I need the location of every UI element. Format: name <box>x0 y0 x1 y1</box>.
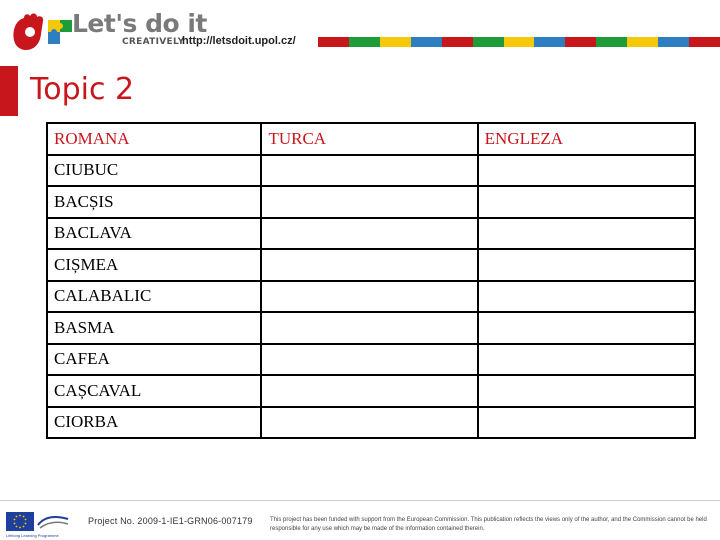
header-cell-engleza: ENGLEZA <box>478 123 695 155</box>
table-row <box>47 249 695 281</box>
table-row <box>47 375 695 407</box>
table-cell-romana: CAFEA <box>47 344 261 376</box>
table-row <box>47 344 695 376</box>
table-cell-engleza <box>478 407 695 439</box>
table-cell-romana: CIUBUC <box>47 155 261 187</box>
table-cell-romana: BACLAVA <box>47 218 261 250</box>
stripe-segment <box>411 37 442 47</box>
table-cell-engleza <box>478 249 695 281</box>
table-cell-turca <box>261 375 477 407</box>
table-header-row <box>47 123 695 155</box>
table-row <box>47 186 695 218</box>
site-url-link[interactable]: http://letsdoit.upol.cz/ <box>182 35 296 47</box>
table-cell-turca <box>261 312 477 344</box>
funding-disclaimer: This project has been funded with support from the European Commission. This publication reflects the views only of the author, and the Commission cannot be held responsible for any use which may be made of the information contained therein. <box>270 517 707 532</box>
table-cell-engleza <box>478 375 695 407</box>
project-number: Project No. 2009-1-IE1-GRN06-007179 <box>88 516 253 526</box>
table-cell-turca <box>261 407 477 439</box>
table-cell-romana: CALABALIC <box>47 281 261 313</box>
table-cell-romana: CIȘMEA <box>47 249 261 281</box>
table-row <box>47 155 695 187</box>
table-cell-turca <box>261 344 477 376</box>
table-cell-romana: CAȘCAVAL <box>47 375 261 407</box>
table-row <box>47 281 695 313</box>
stripe-segment <box>596 37 627 47</box>
stripe-segment <box>627 37 658 47</box>
lifelong-learning-logo-icon <box>36 513 70 531</box>
header-cell-romana: ROMANA <box>47 123 261 155</box>
title-accent-bar <box>0 66 18 116</box>
logo-text: Let's do it <box>72 9 207 38</box>
page-title: Topic 2 <box>30 72 135 107</box>
table-cell-engleza <box>478 218 695 250</box>
stripe-segment <box>658 37 689 47</box>
table-cell-turca <box>261 186 477 218</box>
stripe-segment <box>473 37 504 47</box>
table-row <box>47 407 695 439</box>
stripe-segment <box>442 37 473 47</box>
table-cell-engleza <box>478 155 695 187</box>
puzzle-icon <box>48 20 72 44</box>
stripe-segment <box>349 37 380 47</box>
hand-icon <box>13 13 43 50</box>
table-cell-romana: BASMA <box>47 312 261 344</box>
stripe-segment <box>318 37 349 47</box>
stripe-segment <box>565 37 596 47</box>
table-cell-engleza <box>478 344 695 376</box>
header-cell-turca: TURCA <box>261 123 477 155</box>
table-cell-romana: CIORBA <box>47 407 261 439</box>
table-row <box>47 218 695 250</box>
logo-subtext: CREATIVELY <box>122 37 185 47</box>
stripe-segment <box>380 37 411 47</box>
program-label: Lifelong Learning Programme <box>6 533 59 538</box>
vocabulary-table <box>46 122 696 439</box>
footer-divider <box>0 500 720 501</box>
table-cell-turca <box>261 281 477 313</box>
eu-flag-icon <box>6 512 34 531</box>
table-cell-turca <box>261 155 477 187</box>
table-row <box>47 312 695 344</box>
table-cell-engleza <box>478 312 695 344</box>
stripe-segment <box>689 37 720 47</box>
table-cell-engleza <box>478 186 695 218</box>
table-cell-turca <box>261 218 477 250</box>
stripe-segment <box>534 37 565 47</box>
table-cell-turca <box>261 249 477 281</box>
color-stripe <box>318 37 720 47</box>
table-cell-romana: BACȘIS <box>47 186 261 218</box>
table-cell-engleza <box>478 281 695 313</box>
stripe-segment <box>504 37 535 47</box>
